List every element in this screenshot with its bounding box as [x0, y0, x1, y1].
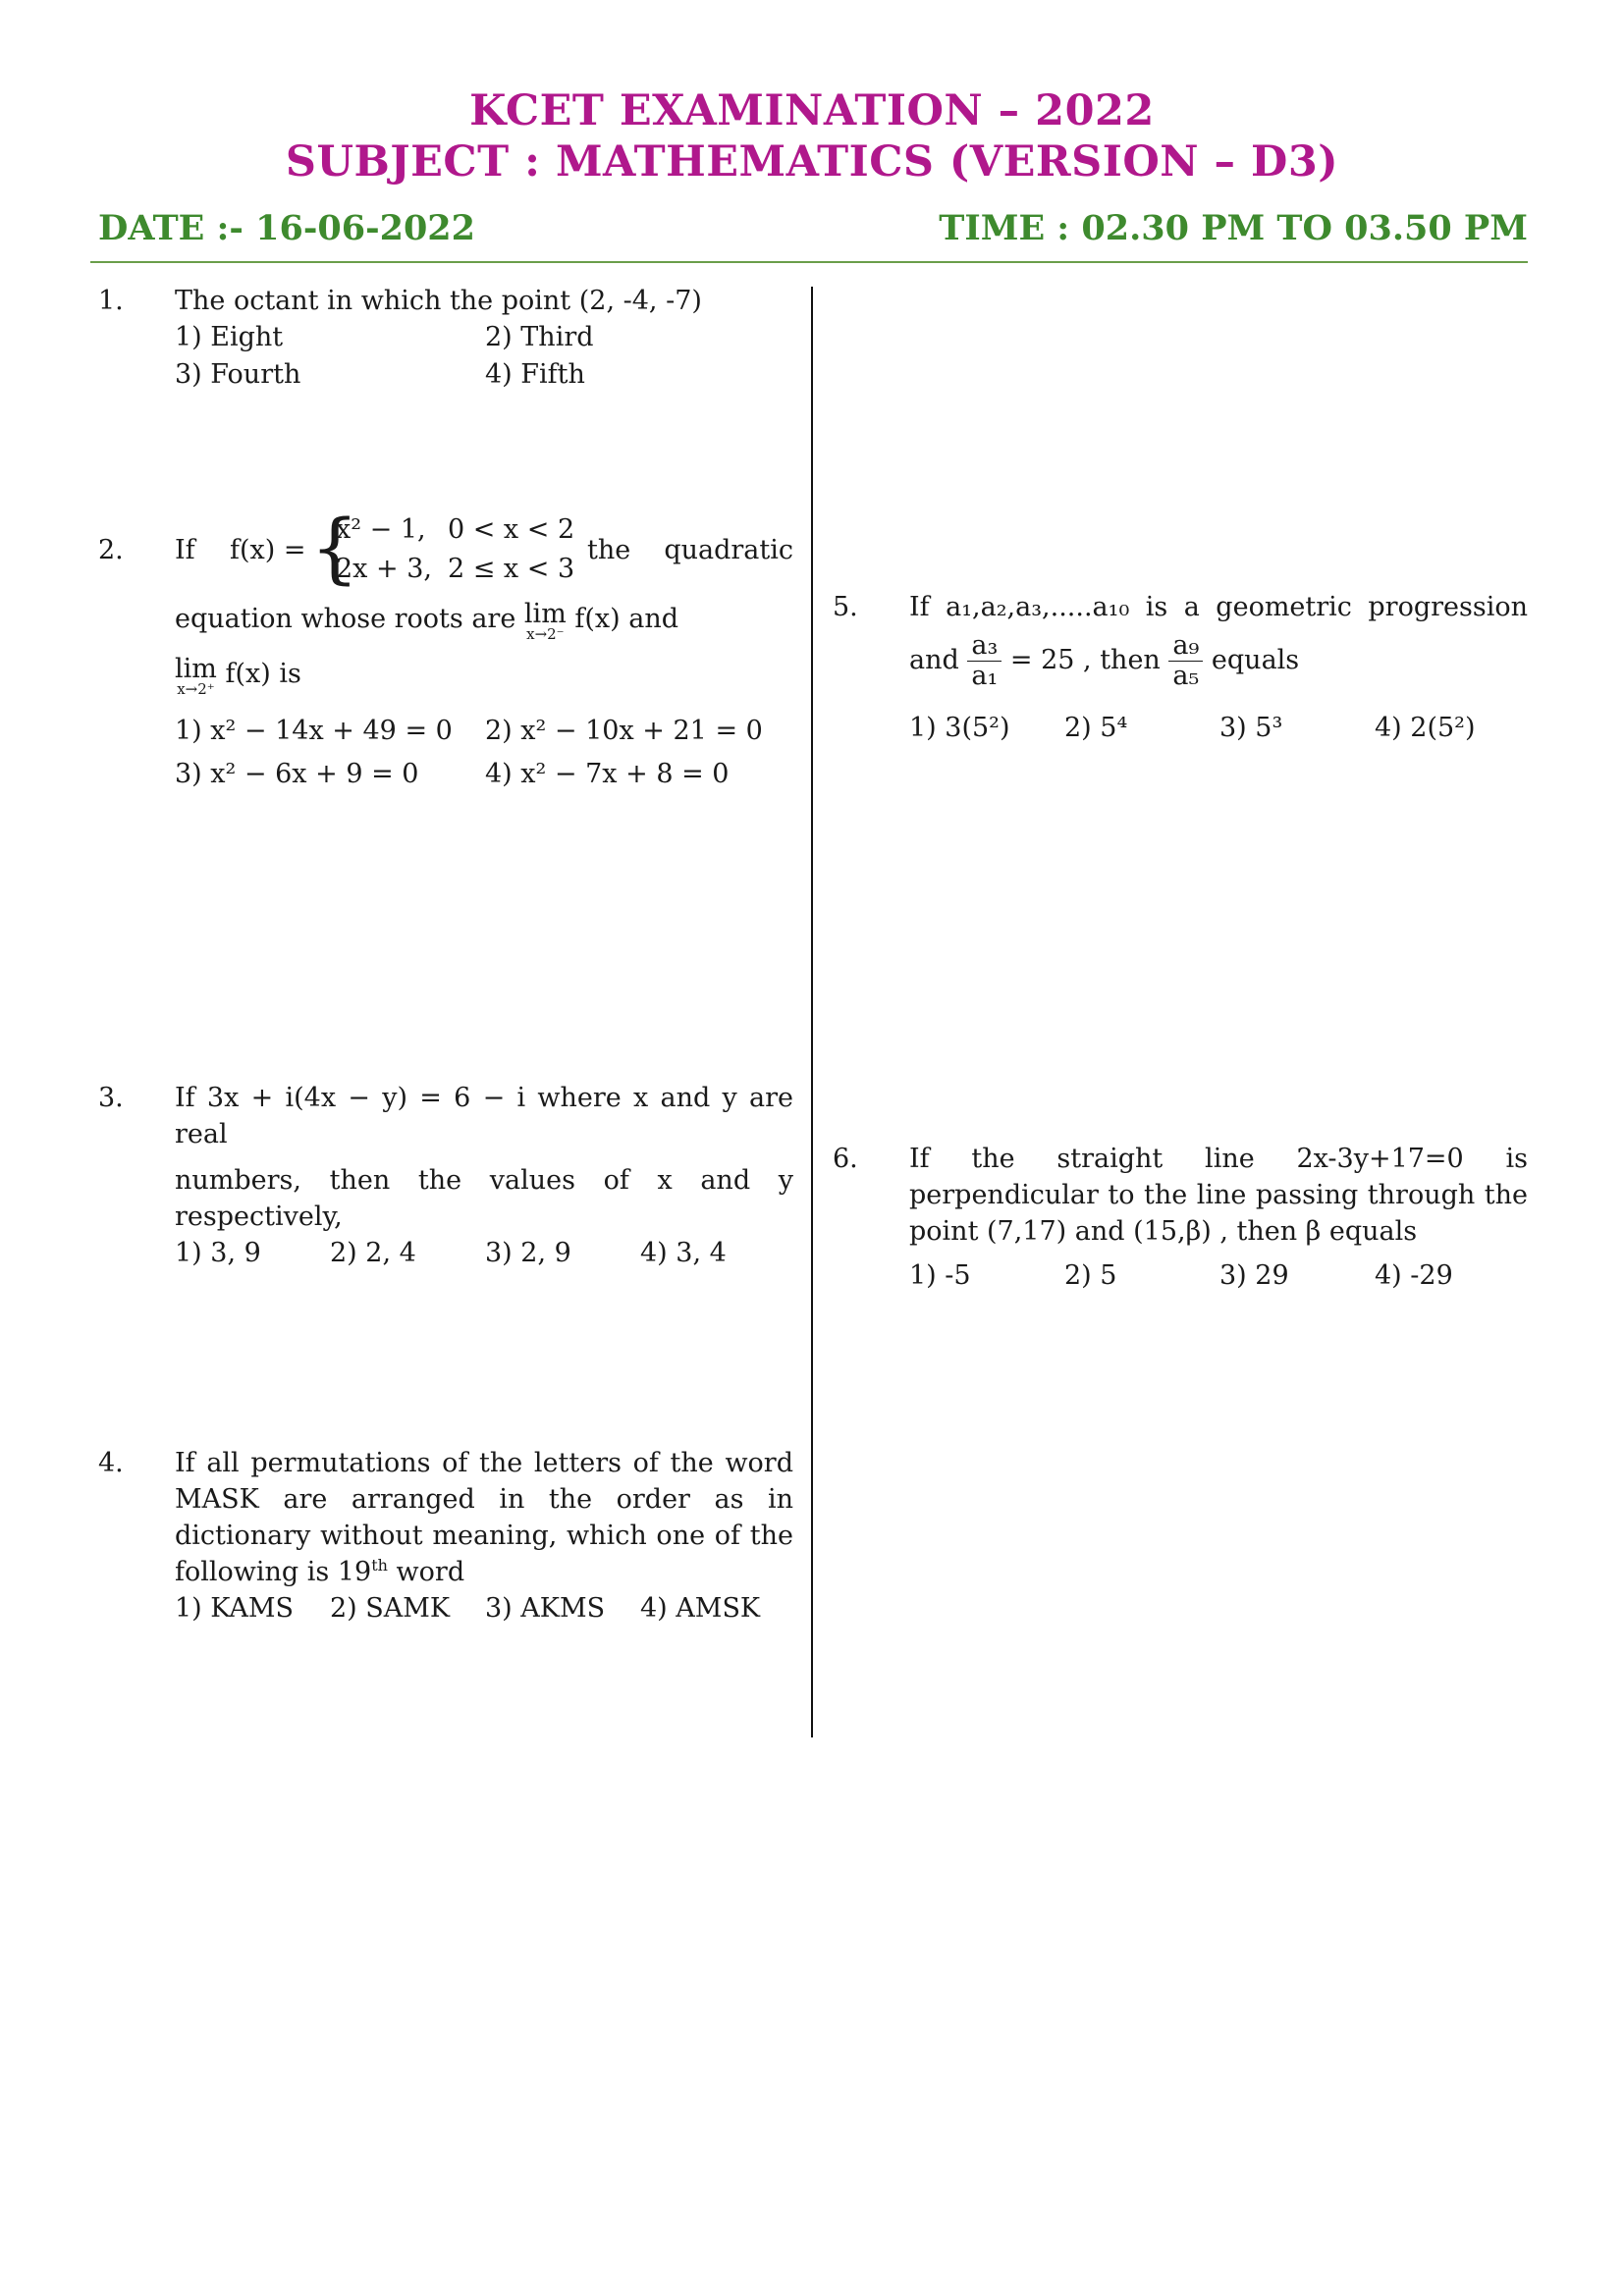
- numerator: a₉: [1168, 631, 1203, 662]
- option-4: 4) 3, 4: [640, 1238, 727, 1268]
- question-text-line-2: MASK are arranged in the order as in: [175, 1484, 793, 1515]
- option-1: 1) 3, 9: [175, 1238, 261, 1268]
- question-number: 4.: [98, 1448, 124, 1478]
- column-divider: [811, 287, 813, 1737]
- question-text: The octant in which the point (2, -4, -7): [175, 286, 702, 316]
- option-2: 2) SAMK: [330, 1593, 451, 1624]
- numerator: a₃: [967, 631, 1001, 662]
- question-text-line-3: respectively,: [175, 1201, 343, 1232]
- lim-subscript: x→2⁺: [177, 680, 215, 698]
- option-3: 3) Fourth: [175, 359, 301, 390]
- question-text-line-3: point (7,17) and (15,β) , then β equals: [909, 1216, 1418, 1247]
- lim-subscript: x→2⁻: [526, 625, 565, 643]
- question-text-line: [175, 601, 793, 656]
- option-2: 2) x² − 10x + 21 = 0: [485, 716, 763, 746]
- lim-word: lim: [523, 599, 567, 629]
- option-3: 3) AKMS: [485, 1593, 606, 1624]
- lim-word: lim: [175, 654, 217, 684]
- option-2: 2) 2, 4: [330, 1238, 416, 1268]
- option-2: 2) Third: [485, 322, 594, 352]
- question-text-line: [175, 656, 793, 713]
- case-1-expression: x² − 1,: [336, 514, 426, 545]
- question-text: word: [396, 1557, 465, 1587]
- option-1: 1) x² − 14x + 49 = 0: [175, 716, 453, 746]
- question-number: 1.: [98, 286, 124, 316]
- limit-right: [175, 654, 217, 698]
- option-2: 2) 5⁴: [1064, 713, 1128, 743]
- brace-symbol: {: [310, 505, 359, 593]
- option-3: 3) 2, 9: [485, 1238, 571, 1268]
- question-text-line-2: numbers, then the values of x and y: [175, 1165, 793, 1196]
- fraction-a9-a5: [1168, 631, 1203, 691]
- question-number: 5.: [833, 592, 858, 622]
- piecewise-cases: [310, 505, 582, 593]
- question-text-line-1: If the straight line 2x-3y+17=0 is: [909, 1144, 1528, 1174]
- question-text-line-3: dictionary without meaning, which one of the: [175, 1521, 793, 1551]
- exam-time: TIME : 02.30 PM TO 03.50 PM: [939, 208, 1528, 248]
- ordinal-suffix: th: [371, 1556, 388, 1575]
- option-3: 3) x² − 6x + 9 = 0: [175, 759, 419, 789]
- option-4: 4) 2(5²): [1375, 713, 1476, 743]
- question-text-line-4: [175, 1554, 793, 1590]
- subject-title: SUBJECT : MATHEMATICS (VERSION – D3): [285, 137, 1339, 187]
- option-3: 3) 5³: [1219, 713, 1283, 743]
- option-4: 4) Fifth: [485, 359, 585, 390]
- question-text: f(x) and: [574, 604, 679, 634]
- option-4: 4) AMSK: [640, 1593, 761, 1624]
- piecewise-definition: [175, 505, 793, 593]
- ratio-condition: [909, 631, 1528, 698]
- question-text: equals: [1211, 645, 1300, 675]
- limit-left: [523, 599, 567, 643]
- option-1: 1) Eight: [175, 322, 284, 352]
- question-text: equation whose roots are: [175, 604, 516, 634]
- option-1: 1) 3(5²): [909, 713, 1010, 743]
- question-text: = 25 , then: [1009, 645, 1161, 675]
- question-text-line-1: If 3x + i(4x − y) = 6 − i where x and y are real: [175, 1083, 793, 1149]
- case-2-expression: 2x + 3,: [336, 554, 432, 584]
- question-text: f(x) is: [225, 659, 301, 689]
- if-word: If: [175, 535, 195, 565]
- question-number: 3.: [98, 1083, 124, 1113]
- function-name: f(x) =: [230, 535, 306, 565]
- option-2: 2) 5: [1064, 1260, 1117, 1291]
- header-rule: [90, 261, 1528, 263]
- case-2-condition: 2 ≤ x < 3: [447, 554, 575, 584]
- case-1-condition: 0 < x < 2: [447, 514, 575, 545]
- question-text-line-1: If a₁,a₂,a₃,.....a₁₀ is a geometric progression: [909, 592, 1528, 622]
- fraction-a3-a1: [967, 631, 1001, 691]
- denominator: a₁: [971, 661, 999, 691]
- option-4: 4) x² − 7x + 8 = 0: [485, 759, 730, 789]
- question-text: following is 19: [175, 1557, 372, 1587]
- and-word: and: [909, 645, 959, 675]
- option-3: 3) 29: [1219, 1260, 1289, 1291]
- option-4: 4) -29: [1375, 1260, 1453, 1291]
- option-1: 1) -5: [909, 1260, 971, 1291]
- exam-date: DATE :- 16-06-2022: [98, 208, 476, 248]
- question-text-line-1: If all permutations of the letters of the word: [175, 1448, 793, 1478]
- exam-title: KCET EXAMINATION – 2022: [469, 86, 1155, 135]
- question-text-tail: the quadratic: [587, 535, 793, 565]
- question-number: 2.: [98, 535, 124, 565]
- question-number: 6.: [833, 1144, 858, 1174]
- question-text-line-2: perpendicular to the line passing through the: [909, 1180, 1528, 1210]
- option-1: 1) KAMS: [175, 1593, 295, 1624]
- denominator: a₅: [1172, 661, 1200, 691]
